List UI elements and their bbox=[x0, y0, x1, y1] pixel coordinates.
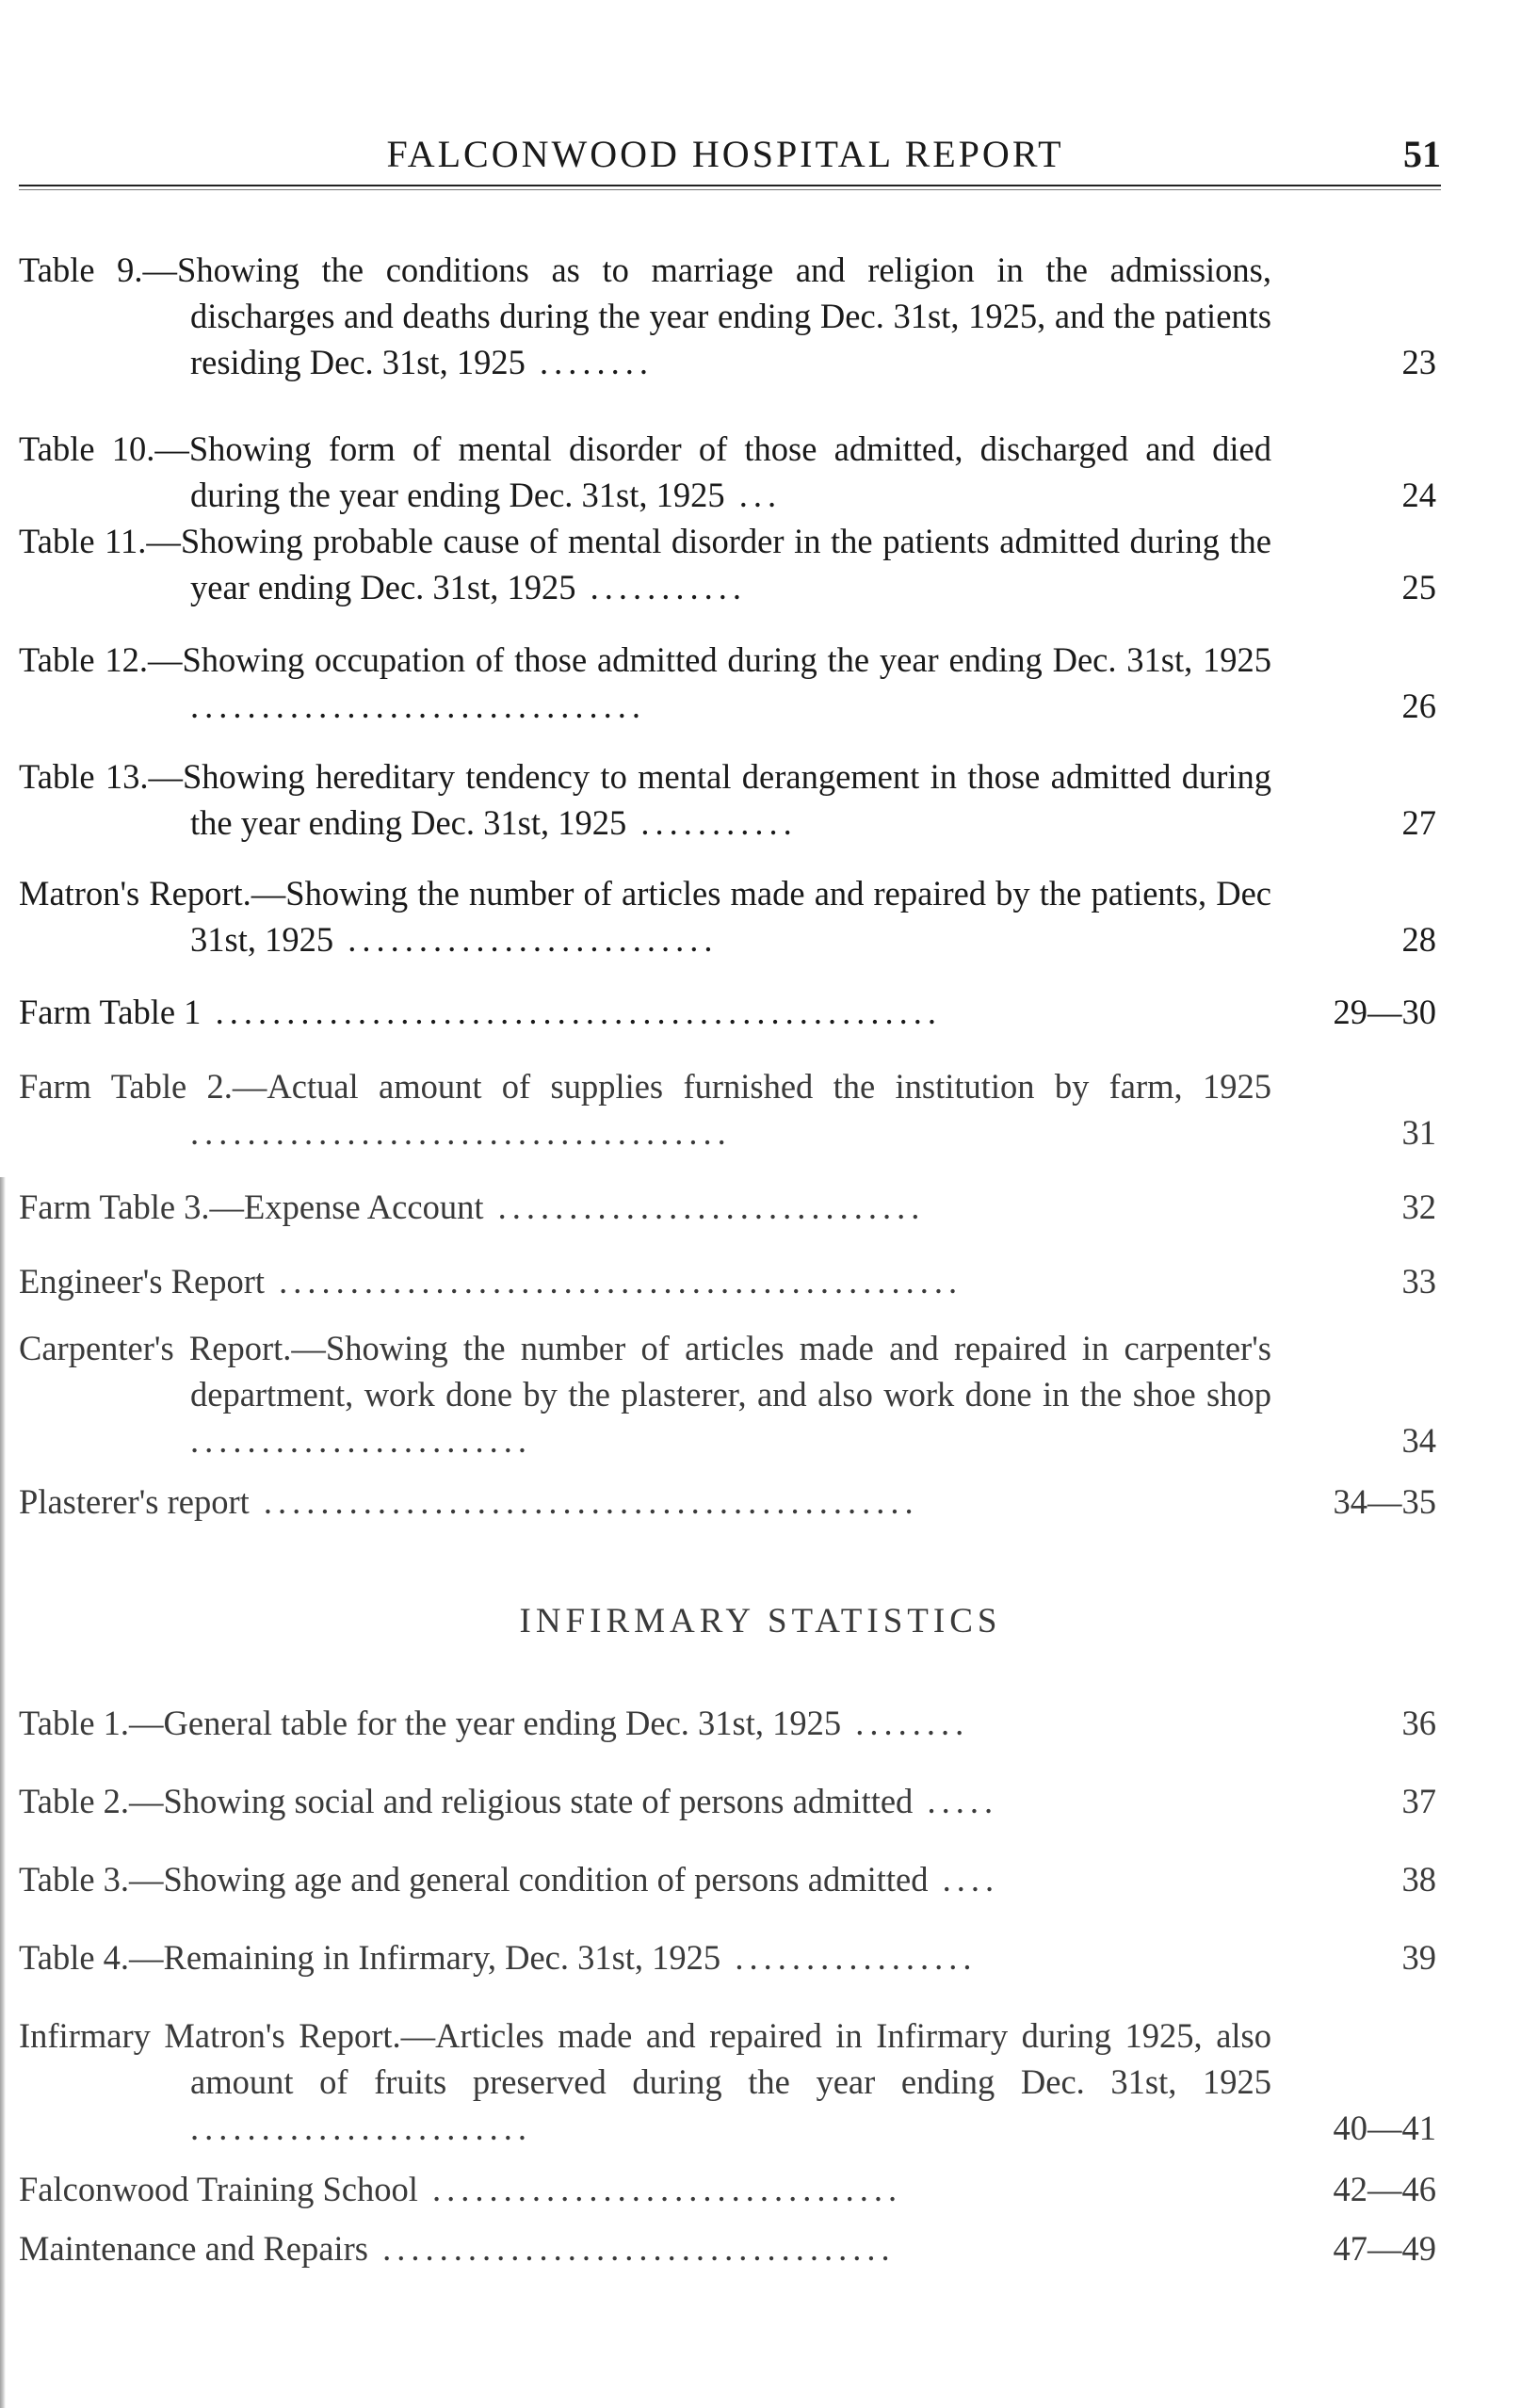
toc-entry-text: Matron's Report.—Showing the number of articles made and repaired by the patients, Dec 31st, 1925 .......................... bbox=[19, 874, 1271, 959]
toc-entry-table-12 bbox=[19, 637, 1436, 729]
toc-entry-page: 24 bbox=[1401, 476, 1436, 514]
toc-entry-matrons-report bbox=[19, 870, 1436, 962]
toc-entry-text: Table 1.—General table for the year ending Dec. 31st, 1925 ........ bbox=[19, 1704, 970, 1742]
toc-entry-table-11 bbox=[19, 518, 1436, 610]
toc-entry-farm-table-1 bbox=[19, 989, 1436, 1035]
toc-list bbox=[19, 247, 1436, 1525]
toc-entry-text: Engineer's Report ................................................ bbox=[19, 1262, 963, 1301]
toc-entry-text: Farm Table 1 ................................................... bbox=[19, 993, 942, 1031]
toc-entry-table-10 bbox=[19, 426, 1436, 518]
toc-entry-text: Farm Table 2.—Actual amount of supplies furnished the institution by farm, 1925 ...................................... bbox=[19, 1067, 1271, 1152]
infirmary-entry-maintenance bbox=[19, 2225, 1436, 2271]
toc-entry-text: Plasterer's report .............................................. bbox=[19, 1482, 919, 1521]
toc-entry-page: 34—35 bbox=[1333, 1482, 1436, 1521]
toc-entry-page: 38 bbox=[1401, 1860, 1436, 1899]
toc-entry-page: 31 bbox=[1401, 1113, 1436, 1152]
toc-entry-farm-table-2 bbox=[19, 1063, 1436, 1156]
toc-entry-page: 47—49 bbox=[1333, 2229, 1436, 2268]
toc-entry-page: 32 bbox=[1401, 1188, 1436, 1226]
infirmary-entry-table-4 bbox=[19, 1934, 1436, 1980]
toc-entry-text: Table 11.—Showing probable cause of mental disorder in the patients admitted during the year ending Dec. 31st, 1925 ........... bbox=[19, 522, 1271, 606]
toc-entry-page: 33 bbox=[1401, 1262, 1436, 1301]
toc-entry-text: Table 4.—Remaining in Infirmary, Dec. 31st, 1925 ................. bbox=[19, 1938, 978, 1977]
toc-entry-text: Farm Table 3.—Expense Account .............................. bbox=[19, 1188, 926, 1226]
toc-entry-page: 29—30 bbox=[1333, 993, 1436, 1031]
infirmary-entry-training-school bbox=[19, 2166, 1436, 2212]
toc-entry-page: 42—46 bbox=[1333, 2170, 1436, 2208]
toc-entry-page: 26 bbox=[1401, 687, 1436, 725]
toc-entry-text: Table 12.—Showing occupation of those admitted during the year ending Dec. 31st, 1925 ................................ bbox=[19, 640, 1271, 725]
toc-entry-page: 34 bbox=[1401, 1421, 1436, 1460]
infirmary-entry-table-1 bbox=[19, 1700, 1436, 1746]
toc-entry-plasterers-report bbox=[19, 1479, 1436, 1525]
toc-entry-carpenters-report bbox=[19, 1325, 1436, 1463]
toc-entry-page: 27 bbox=[1401, 803, 1436, 842]
toc-entry-engineers-report bbox=[19, 1258, 1436, 1304]
toc-entry-page: 39 bbox=[1401, 1938, 1436, 1977]
toc-entry-page: 37 bbox=[1401, 1782, 1436, 1820]
infirmary-toc-list bbox=[19, 1700, 1436, 2271]
toc-entry-text: Maintenance and Repairs .................................... bbox=[19, 2229, 896, 2268]
toc-entry-text: Table 10.—Showing form of mental disorder of those admitted, discharged and died during the year ending Dec. 31st, 1925 ... bbox=[19, 429, 1271, 514]
section-heading-infirmary: INFIRMARY STATISTICS bbox=[519, 1602, 1002, 1640]
page-number: 51 bbox=[1403, 133, 1441, 175]
toc-entry-page: 36 bbox=[1401, 1704, 1436, 1742]
toc-entry-farm-table-3 bbox=[19, 1184, 1436, 1230]
infirmary-entry-table-3 bbox=[19, 1856, 1436, 1902]
toc-entry-page: 40—41 bbox=[1333, 2109, 1436, 2147]
scan-edge-shadow bbox=[0, 1177, 6, 2408]
toc-entry-text: Table 9.—Showing the conditions as to marriage and religion in the admissions, discharges and deaths during the year ending Dec. 31st, 1925, and the patients residing Dec. 31st, 1925 ........ bbox=[19, 250, 1271, 381]
running-title: FALCONWOOD HOSPITAL REPORT bbox=[386, 133, 1064, 175]
page-header bbox=[19, 132, 1441, 181]
toc-entry-text: Carpenter's Report.—Showing the number of articles made and repaired in carpenter's department, work done by the plasterer, and also work done in the shoe shop ........................ bbox=[19, 1329, 1271, 1460]
toc-entry-page: 25 bbox=[1401, 568, 1436, 606]
toc-entry-text: Table 3.—Showing age and general condition of persons admitted .... bbox=[19, 1860, 1000, 1899]
infirmary-entry-table-2 bbox=[19, 1778, 1436, 1824]
toc-entry-text: Falconwood Training School ................................. bbox=[19, 2170, 903, 2208]
toc-entry-text: Table 13.—Showing hereditary tendency to mental derangement in those admitted during the year ending Dec. 31st, 1925 ........... bbox=[19, 757, 1271, 842]
toc-entry-table-13 bbox=[19, 753, 1436, 846]
infirmary-entry-matrons-report bbox=[19, 2012, 1436, 2151]
toc-entry-page: 28 bbox=[1401, 920, 1436, 959]
toc-entry-text: Table 2.—Showing social and religious state of persons admitted ..... bbox=[19, 1782, 999, 1820]
toc-entry-page: 23 bbox=[1401, 343, 1436, 381]
toc-entry-text: Infirmary Matron's Report.—Articles made and repaired in Infirmary during 1925, also amount of fruits preserved during the year ending Dec. 31st, 1925 ........................ bbox=[19, 2016, 1271, 2147]
toc-entry-table-9 bbox=[19, 247, 1436, 385]
header-rule bbox=[19, 185, 1441, 190]
